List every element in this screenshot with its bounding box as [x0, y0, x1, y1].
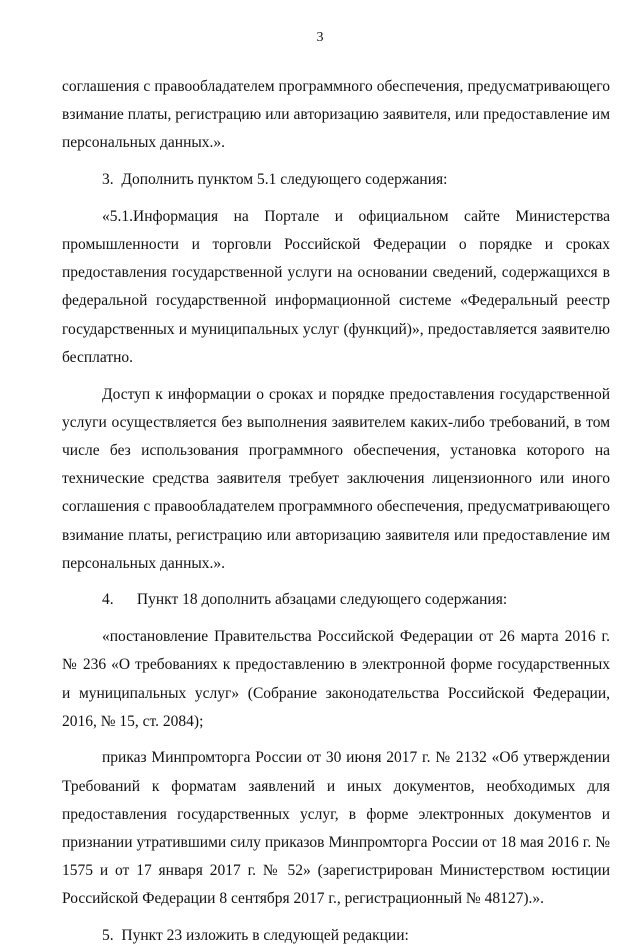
paragraph-item-4: 4. Пункт 18 дополнить абзацами следующего содержания:: [102, 591, 508, 609]
page-number: 3: [316, 30, 324, 45]
paragraph-item-5: 5. Пункт 23 изложить в следующей редакции:: [102, 927, 409, 945]
paragraph-continuation: соглашения с правообладателем программного обеспечения, предусматривающего взимание платы, регистрацию или авторизацию заявителя, или предоставление им персональных данных.».: [62, 78, 610, 152]
paragraph-clause-5-1: «5.1.Информация на Портале и официальном сайте Министерства промышленности и торговли Российской Федерации о порядке и сроках предоставления государственной услуги на основании сведений, содержащихся в федеральной государственной информационной системе «Федеральный реестр государственных и муниципальных услуг (функций)», предоставляется заявителю бесплатно.: [62, 207, 610, 366]
paragraph-government-decree: «постановление Правительства Российской Федерации от 26 марта 2016 г. № 236 «О требованиях к предоставлению в электронной форме государственных и муниципальных услуг» (Собрание законодательства Российской Федерации, 2016, № 15, ст. 2084);: [62, 628, 610, 730]
paragraph-item-3: 3. Дополнить пунктом 5.1 следующего содержания:: [102, 171, 448, 189]
paragraph-ministry-order: приказ Минпромторга России от 30 июня 2017 г. № 2132 «Об утверждении Требований к форматам заявлений и иных документов, необходимых для предоставления государственных услуг, в форме электронных документов и признании утратившими силу приказов Минпромторга России от 18 мая 2016 г. № 1575 и от 17 января 2017 г. № 52» (зарегистрирован Министерством юстиции Российской Федерации 8 сентября 2017 г., регистрационный № 48127).».: [62, 749, 610, 908]
paragraph-access-info: Доступ к информации о сроках и порядке предоставления государственной услуги осуществляется без выполнения заявителем каких-либо требований, в том числе без использования программного обеспечения, установка которого на технические средства заявителя требует заключения лицензионного или иного соглашения с правообладателем программного обеспечения, предусматривающего взимание платы, регистрацию или авторизацию заявителя или предоставление им персональных данных.».: [62, 385, 610, 572]
document-body: [62, 73, 610, 950]
